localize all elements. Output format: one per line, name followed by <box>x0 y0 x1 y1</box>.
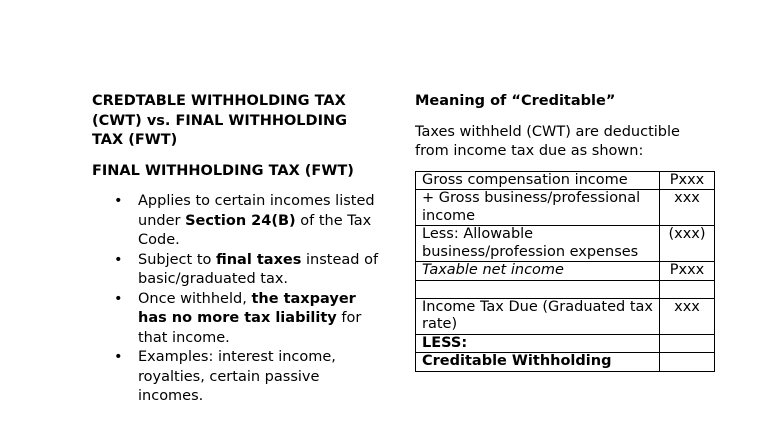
table-row <box>416 171 715 190</box>
bullet-icon: • <box>114 251 123 268</box>
row-label: Income Tax Due (Graduated tax rate) <box>416 298 660 334</box>
row-label: LESS: <box>416 334 660 353</box>
fwt-bullet-list <box>92 192 382 407</box>
table-row <box>416 353 715 372</box>
row-amount <box>660 334 715 353</box>
right-column <box>415 92 715 372</box>
row-amount: xxx <box>660 190 715 226</box>
row-amount: Pxxx <box>660 171 715 190</box>
table-row <box>416 334 715 353</box>
document-title: CREDTABLE WITHHOLDING TAX (CWT) vs. FINAL WITHHOLDING TAX (FWT) <box>92 93 347 148</box>
row-label: Gross compensation income <box>416 171 660 190</box>
table-row <box>416 190 715 226</box>
list-item: • Examples: interest income, royalties, certain passive incomes. <box>114 349 336 404</box>
row-label: Less: Allowable business/profession expenses <box>416 226 660 262</box>
row-amount: xxx <box>660 298 715 334</box>
bullet-icon: • <box>114 290 123 307</box>
table-row <box>416 280 715 298</box>
bullet-icon: • <box>114 193 123 209</box>
list-item: • Once withheld, the taxpayer has no more tax liability for that income. <box>114 290 362 346</box>
tax-computation-table <box>415 171 715 372</box>
row-label <box>416 280 660 298</box>
section-heading-fwt: FINAL WITHHOLDING TAX (FWT) <box>92 162 354 179</box>
row-amount <box>660 280 715 298</box>
left-column <box>92 92 382 407</box>
table-row <box>416 262 715 281</box>
table-row <box>416 298 715 334</box>
row-amount: Pxxx <box>660 262 715 281</box>
bullet-icon: • <box>114 349 123 365</box>
table-row <box>416 226 715 262</box>
row-amount <box>660 353 715 372</box>
intro-text: Taxes withheld (CWT) are deductible from income tax due as shown: <box>415 123 680 159</box>
creditable-meaning-heading: Meaning of “Creditable” <box>415 93 616 109</box>
list-item: • Subject to final taxes instead of basic/graduated tax. <box>114 251 379 287</box>
list-item: • Applies to certain incomes listed under Section 24(B) of the Tax Code. <box>114 193 375 248</box>
row-label: Creditable Withholding <box>416 353 660 372</box>
row-label: Taxable net income <box>416 262 660 281</box>
row-label: + Gross business/professional income <box>416 190 660 226</box>
row-amount: (xxx) <box>660 226 715 262</box>
